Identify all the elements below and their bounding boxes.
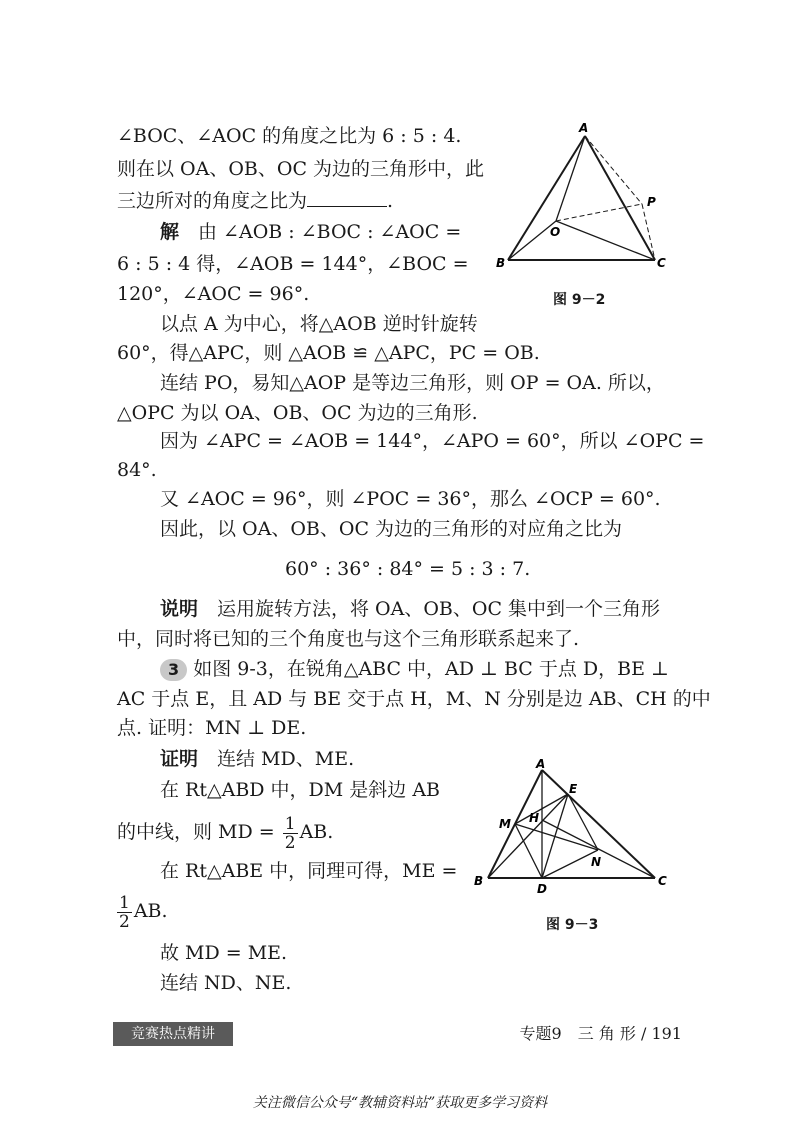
text-line: 在 Rt△ABD 中，DM 是斜边 AB [160,779,440,801]
text-line: 连结 PO，易知△AOP 是等边三角形，则 OP = OA. 所以， [160,372,665,394]
fraction-numerator: 1 [119,892,130,913]
solution-label: 解 [160,221,180,243]
text-line [160,219,461,245]
text-line [117,891,168,931]
text-line: 故 MD = ME. [160,942,288,964]
text-line: 中，同时将已知的三个角度也与这个三角形联系起来了. [117,628,580,650]
text-segment: 运用旋转方法，将 OA、OB、OC 集中到一个三角形 [217,598,661,620]
section-tag: 竞赛热点精讲 [113,1022,233,1046]
text-line: 120°，∠AOC = 96°. [117,283,310,305]
fraction-denominator: 2 [119,911,130,932]
text-line: 因此，以 OA、OB、OC 为边的三角形的对应角之比为 [160,518,623,540]
label-P: P [647,195,656,209]
label-C: C [657,256,666,270]
text-line: 因为 ∠APC = ∠AOB = 144°，∠APO = 60°，所以 ∠OPC = [160,430,705,452]
text-line [160,656,669,682]
label-H: H [529,811,540,825]
display-equation: 60° : 36° : 84° = 5 : 3 : 7. [285,558,531,580]
label-B: B [474,874,484,888]
text-line: 连结 ND、NE. [160,972,292,994]
figure-9-3 [470,758,680,898]
answer-blank [307,188,387,207]
segment-DN [542,850,598,878]
figure-caption: 图 9－3 [546,917,599,933]
text-line: 点. 证明：MN ⊥ DE. [117,717,307,739]
text-segment: 由 ∠AOB : ∠BOC : ∠AOC = [198,221,462,243]
text-segment: 如图 9-3，在锐角△ABC 中，AD ⊥ BC 于点 D，BE ⊥ [193,658,669,680]
text-line: 又 ∠AOC = 96°，则 ∠POC = 36°，那么 ∠OCP = 60°. [160,488,661,510]
text-segment: 的中线，则 MD = [117,821,275,843]
text-line: △OPC 为以 OA、OB、OC 为边的三角形. [117,402,478,424]
note-label: 说明 [160,598,199,620]
proof-label: 证明 [160,748,199,770]
figure-9-2 [490,120,690,280]
fraction-numerator: 1 [284,813,296,834]
text-line [117,188,393,214]
label-O: O [550,225,561,239]
segment-OC [556,221,655,260]
fraction-one-half [283,815,298,852]
text-line: 在 Rt△ABE 中，同理可得，ME = [160,860,458,882]
label-M: M [499,817,511,831]
text-line [160,746,354,772]
label-N: N [591,855,602,869]
label-D: D [537,882,547,896]
text-line: 84°. [117,459,157,481]
text-line [117,812,333,852]
text-line: 以点 A 为中心，将△AOB 逆时针旋转 [160,313,478,335]
text-line: 60°，得△APC，则 △AOB ≌ △APC，PC = OB. [117,342,540,364]
text-line: AC 于点 E，且 AD 与 BE 交于点 H，M、N 分别是边 AB、CH 的中 [117,688,711,710]
segment-BE [488,794,568,878]
page-header-info: 专题9 三 角 形 / 191 [519,1024,682,1043]
label-E: E [569,782,578,796]
text-segment: AB. [133,900,168,922]
label-A: A [536,758,546,771]
text-line: 则在以 OA、OB、OC 为边的三角形中，此 [117,158,485,180]
text-line: ∠BOC、∠AOC 的角度之比为 6 : 5 : 4. [117,125,462,147]
label-C: C [658,874,667,888]
figure-caption: 图 9－2 [553,292,606,308]
segment-BO [508,221,556,260]
label-A: A [579,121,589,135]
segment-AP [585,136,642,204]
segment-MD [515,824,542,878]
text-line: 6 : 5 : 4 得，∠AOB = 144°，∠BOC = [117,253,469,275]
text-segment: AB. [299,821,334,843]
segment-AO [556,136,585,221]
text-segment: 连结 MD、ME. [217,748,355,770]
fraction-one-half [117,894,132,931]
problem-number-badge: 3 [160,659,187,681]
segment-PC [642,204,655,260]
text-line [160,596,660,622]
segment-AB [508,136,585,260]
text-segment: 三边所对的角度之比为 [117,190,308,212]
segment-AC [585,136,655,260]
fraction-denominator: 2 [284,832,296,853]
text-segment: . [387,190,394,212]
label-B: B [496,256,506,270]
watermark-note: 关注微信公众号“教辅资料站”获取更多学习资料 [252,1095,548,1111]
